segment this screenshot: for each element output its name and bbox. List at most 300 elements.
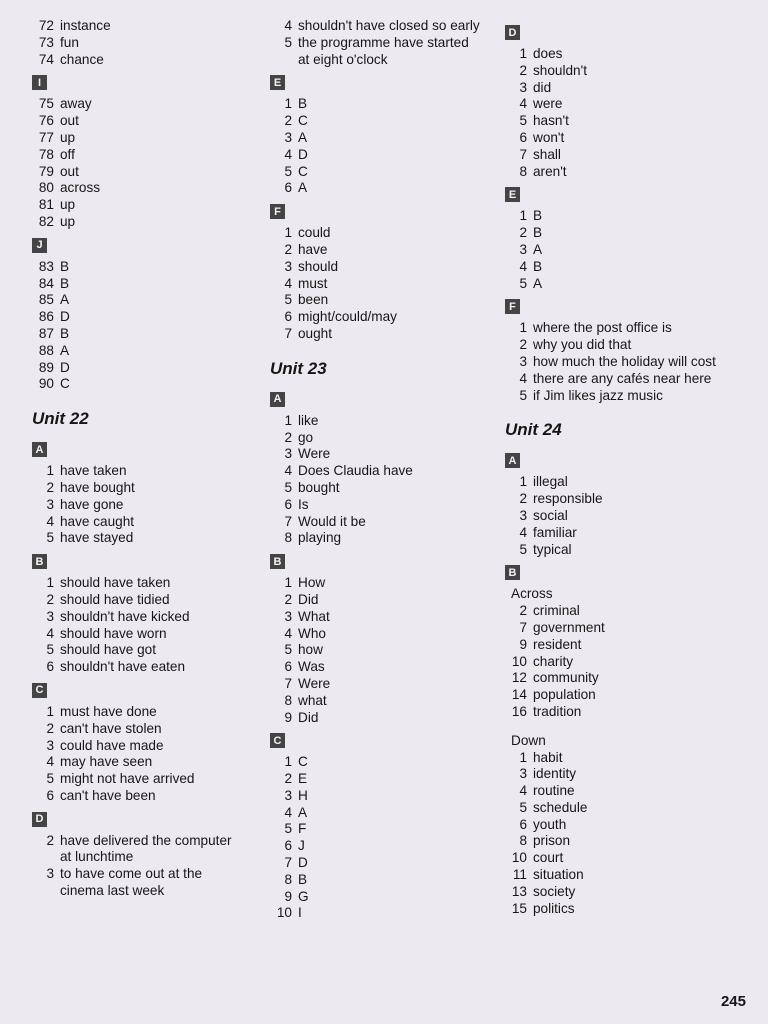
answer-section [30,231,265,393]
answer-item [30,530,265,547]
answer-number: 14 [511,687,527,703]
answer-text: were [533,96,563,112]
answer-section [503,446,738,558]
answer-text: have delivered the computer [60,832,232,848]
answer-text: could have made [60,737,164,753]
answer-item [30,326,265,343]
answer-number: 3 [519,353,527,369]
answer-text: out [60,113,79,129]
answer-item [30,463,265,480]
answer-item [30,704,265,721]
answer-item [268,771,503,788]
answer-section [30,676,265,805]
answer-text: Did [298,591,319,607]
answer-text: shouldn't have closed so early [298,18,480,33]
answer-text: typical [533,541,572,557]
answer-item [503,766,738,783]
answer-number: 85 [38,292,54,308]
answer-item [503,750,738,767]
answer-text: aren't [533,163,567,179]
answer-number: 3 [519,241,527,257]
answer-text: how [298,642,323,658]
answer-text: B [60,258,70,274]
answer-text: across [60,180,101,196]
answer-number: 2 [519,491,527,507]
answer-text: up [60,129,76,145]
answer-section [503,292,738,404]
column-1 [30,18,265,900]
answer-text: tradition [533,703,582,719]
answer-text: B [298,871,308,887]
unit-heading: Unit 22 [32,409,89,429]
answer-text: Would it be [298,513,366,529]
answer-item [503,783,738,800]
answer-item [268,626,503,643]
answer-item [30,276,265,293]
answer-text: resident [533,636,582,652]
answer-text: like [298,412,319,428]
answer-number: 3 [284,787,292,803]
answer-number: 1 [46,575,54,591]
answer-number: 3 [284,446,292,462]
answer-item [503,542,738,559]
answer-item [30,180,265,197]
answer-number: 7 [519,146,527,162]
answer-number: 6 [46,659,54,675]
answer-text: A [533,241,543,257]
answer-item [503,63,738,80]
answer-number: 79 [38,163,54,179]
answer-number: 77 [38,129,54,145]
answer-item [30,480,265,497]
answer-item [268,326,503,343]
answer-text: have gone [60,496,124,512]
answer-number: 7 [284,325,292,341]
answer-text: hasn't [533,113,569,129]
answer-item [30,788,265,805]
section-letter-badge: J [32,238,47,253]
answer-text: should have tidied [60,591,170,607]
answer-number: 13 [511,883,527,899]
answer-number: 6 [284,838,292,854]
answer-item [30,214,265,231]
answer-item [268,676,503,693]
answer-item [503,508,738,525]
answer-number: 9 [284,888,292,904]
answer-number: 5 [519,275,527,291]
answer-item [268,446,503,463]
answer-item [268,164,503,181]
answer-number: 8 [519,163,527,179]
answer-number: 5 [519,541,527,557]
answer-text: C [298,754,308,770]
answer-text: away [60,96,92,112]
answer-number [268,52,298,69]
answer-number: 74 [38,51,54,67]
answer-number: 4 [519,783,527,799]
answer-text: at eight o'clock [298,51,388,67]
answer-item [30,259,265,276]
answer-text: should [298,258,339,274]
answer-number: 5 [519,799,527,815]
answer-number: 5 [284,163,292,179]
answer-number: 8 [284,692,292,708]
answer-number: 15 [511,900,527,916]
answer-number: 2 [46,832,54,848]
answer-text: Were [298,446,331,462]
section-letter-badge: B [270,554,285,569]
answer-item [503,884,738,901]
answer-number: 1 [519,474,527,490]
answer-text: A [60,342,70,358]
answer-text: A [298,804,308,820]
answer-text: J [298,838,305,854]
answer-number: 9 [519,636,527,652]
answer-section [268,197,503,343]
answer-text: if Jim likes jazz music [533,387,663,403]
answer-number: 1 [284,96,292,112]
answer-number: 6 [46,787,54,803]
answer-number: 90 [38,376,54,392]
answer-item [503,654,738,671]
answer-section [268,68,503,197]
answer-number: 4 [284,18,292,33]
answer-text: must [298,275,328,291]
section-letter-badge: E [270,75,285,90]
answer-number: 6 [284,309,292,325]
answer-item [503,320,738,337]
answer-item [503,208,738,225]
section-letter-badge: I [32,75,47,90]
answer-number: 3 [519,766,527,782]
answer-text: there are any cafés near here [533,370,712,386]
answer-text: population [533,687,596,703]
answer-text: government [533,619,605,635]
answer-item [30,197,265,214]
answer-section [30,68,265,230]
answer-number: 2 [284,429,292,445]
answer-number: 7 [284,513,292,529]
answer-number: 12 [511,670,527,686]
page-number: 245 [720,993,746,1010]
answer-text: what [298,692,327,708]
clue-direction-label: Down [511,732,546,748]
answer-text: F [298,821,307,837]
answer-text: A [60,292,70,308]
answer-number: 10 [276,905,292,921]
answer-item [268,147,503,164]
answer-text: to have come out at the [60,866,203,882]
answer-item [503,276,738,293]
answer-item [503,354,738,371]
answer-item [30,849,265,866]
answer-item [503,474,738,491]
answer-section [503,180,738,292]
section-letter-badge: E [505,187,520,202]
answer-item [503,817,738,834]
answer-text: cinema last week [60,883,165,899]
answer-item [503,670,738,687]
answer-text: familiar [533,524,577,540]
answer-number: 16 [511,703,527,719]
answer-text: have stayed [60,530,134,546]
answer-number: 2 [46,479,54,495]
answer-item [503,113,738,130]
answer-text: I [298,905,302,921]
answer-item [503,833,738,850]
answer-item [268,52,503,69]
answer-number: 6 [284,659,292,675]
answer-item [268,35,503,52]
answer-text: B [298,96,308,112]
answer-item [503,337,738,354]
answer-number: 5 [46,642,54,658]
answer-item [268,889,503,906]
answer-number: 11 [512,867,527,883]
column-3 [503,18,738,917]
answer-text: fun [60,34,79,50]
answer-number: 6 [519,816,527,832]
answer-item [503,620,738,637]
answer-item [268,259,503,276]
answer-text: can't have stolen [60,720,162,736]
answer-item [30,164,265,181]
answer-item [30,833,265,850]
answer-item [268,130,503,147]
answer-item [503,603,738,620]
answer-text: shouldn't [533,62,587,78]
answer-number: 81 [38,197,54,213]
answer-text: prison [533,833,571,849]
answer-text: youth [533,816,567,832]
section-letter-badge: A [270,392,285,407]
answer-number: 3 [46,608,54,624]
answer-text: situation [533,867,584,883]
answer-section [30,435,265,547]
answer-item [503,388,738,405]
answer-text: B [533,225,543,241]
answer-text: where the post office is [533,320,672,336]
answer-text: How [298,575,326,591]
answer-text: A [298,129,308,145]
answer-number: 6 [519,129,527,145]
answer-item [30,642,265,659]
answer-item [503,259,738,276]
answer-item [268,693,503,710]
answer-text: how much the holiday will cost [533,353,716,369]
answer-text: did [533,79,552,95]
answer-number: 2 [46,591,54,607]
answer-text: A [533,275,543,291]
answer-number: 4 [284,625,292,641]
section-letter-badge: D [32,812,47,827]
answer-item [268,430,503,447]
answer-section [503,18,738,180]
answer-number: 9 [284,709,292,725]
answer-item [268,805,503,822]
answer-item [268,309,503,326]
answer-item [268,609,503,626]
answer-item [268,413,503,430]
answer-text: been [298,292,329,308]
answer-section [503,733,738,918]
answer-item [30,18,265,35]
answer-item [503,525,738,542]
answer-item [30,514,265,531]
unit-heading: Unit 23 [270,358,327,378]
section-letter-badge: F [270,204,285,219]
answer-item [30,754,265,771]
answer-text: instance [60,18,111,33]
answer-item [268,242,503,259]
answer-item [268,292,503,309]
answer-number: 1 [284,225,292,241]
answer-item [268,838,503,855]
answer-number: 83 [38,258,54,274]
answer-item [268,659,503,676]
answer-text: criminal [533,603,580,619]
answer-text: may have seen [60,754,153,770]
answer-number: 2 [284,113,292,129]
answer-item [268,18,503,35]
answer-item [30,96,265,113]
answer-text: D [60,359,70,375]
answer-section [30,409,265,429]
answer-item [30,497,265,514]
answer-item [268,497,503,514]
answer-text: Who [298,625,326,641]
answer-text: bought [298,479,340,495]
answer-text: politics [533,900,575,916]
answer-text: why you did that [533,337,632,353]
answer-number: 1 [519,749,527,765]
answer-item [30,609,265,626]
answer-number: 1 [519,320,527,336]
answer-number: 4 [46,625,54,641]
answer-number: 4 [284,804,292,820]
answer-number: 4 [284,275,292,291]
answer-item [268,514,503,531]
answer-section [268,547,503,726]
answer-number: 1 [46,463,54,479]
answer-text: society [533,883,576,899]
answer-text: Does Claudia have [298,463,413,479]
answer-section [268,726,503,922]
answer-section [268,359,503,379]
clue-direction-label: Across [511,586,553,602]
answer-number: 4 [519,524,527,540]
answer-item [30,130,265,147]
answer-text: D [60,309,70,325]
answer-text: Is [298,496,309,512]
answer-text: charity [533,653,574,669]
answer-item [268,530,503,547]
answer-number: 2 [284,241,292,257]
answer-item [268,788,503,805]
answer-text: identity [533,766,577,782]
answer-text: ought [298,325,333,341]
answer-item [268,96,503,113]
answer-number: 1 [284,575,292,591]
answer-item [503,800,738,817]
answer-item [268,855,503,872]
answer-number: 73 [38,34,54,50]
section-letter-badge: C [270,733,285,748]
answer-number: 10 [511,653,527,669]
answer-number: 8 [284,871,292,887]
answer-item [268,180,503,197]
answer-number: 5 [284,821,292,837]
answer-text: might/could/may [298,309,397,325]
answer-number: 7 [284,675,292,691]
answer-item [30,292,265,309]
answer-text: at lunchtime [60,849,134,865]
answer-number: 3 [46,737,54,753]
answer-number: 5 [519,387,527,403]
answer-item [30,738,265,755]
answer-item [30,360,265,377]
section-letter-badge: A [505,453,520,468]
answer-number: 4 [519,96,527,112]
answer-text: habit [533,749,563,765]
answer-text: B [60,325,70,341]
answer-item [268,276,503,293]
answer-number: 1 [46,703,54,719]
answer-text: Did [298,709,319,725]
answer-number: 1 [519,208,527,224]
answer-text: C [60,376,70,392]
answer-number: 7 [284,855,292,871]
answer-item [268,592,503,609]
answer-number: 2 [519,337,527,353]
answer-text: up [60,197,76,213]
answer-number: 2 [46,720,54,736]
answer-text: B [533,208,543,224]
answer-text: What [298,608,330,624]
answer-item [268,225,503,242]
answer-number: 6 [284,496,292,512]
answer-text: community [533,670,599,686]
answer-text: E [298,771,308,787]
section-letter-badge: A [32,442,47,457]
answer-item [268,821,503,838]
answer-item [503,637,738,654]
answer-item [268,575,503,592]
answer-item [503,46,738,63]
answer-number [30,883,60,900]
answer-item [30,883,265,900]
answer-number: 3 [519,79,527,95]
answer-item [268,905,503,922]
answer-item [30,52,265,69]
answer-text: shouldn't have eaten [60,659,186,675]
answer-section [268,18,503,68]
answer-text: social [533,507,568,523]
answer-item [30,659,265,676]
answer-text: does [533,46,563,61]
answer-number: 1 [284,754,292,770]
section-letter-badge: C [32,683,47,698]
answer-text: responsible [533,491,603,507]
answer-number: 3 [284,258,292,274]
answer-number: 4 [519,258,527,274]
answer-text: might not have arrived [60,771,195,787]
answer-item [30,343,265,360]
answer-number: 5 [46,530,54,546]
answer-text: schedule [533,799,588,815]
answer-item [503,704,738,721]
answer-item [30,147,265,164]
